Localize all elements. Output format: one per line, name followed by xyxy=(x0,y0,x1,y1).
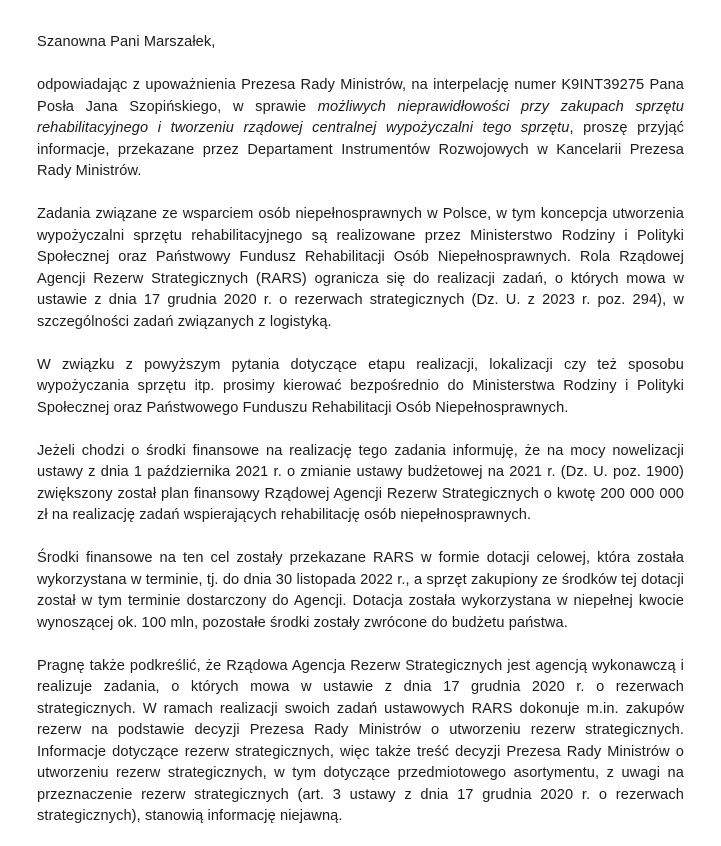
paragraph-redirect-questions: W związku z powyższym pytania dotyczące etapu realizacji, lokalizacji czy też sposobu wypożyczania sprzętu itp. prosimy kierować bezpośrednio do Ministerstwa Rodziny i Polityki Społecznej oraz Państwowego Funduszu Rehabilitacji Osób Niepełnosprawnych. xyxy=(37,356,684,416)
paragraph-response-intro xyxy=(37,75,684,183)
paragraph-tasks-support: Zadania związane ze wsparciem osób niepełnosprawnych w Polsce, w tym koncepcja utworzenia wypożyczalni sprzętu rehabilitacyjnego są realizowane przez Ministerstwo Rodziny i Polityki Społecznej oraz Państwowy Fundusz Rehabilitacji Osób Niepełnosprawnych. Rola Rządowej Agencji Rezerw Strategicznych (RARS) ogranicza się do realizacji zadań, o których mowa w ustawie z dnia 17 grudnia 2020 r. o rezerwach strategicznych (Dz. U. z 2023 r. poz. 294), w szczególności zadań związanych z logistyką. xyxy=(37,206,684,330)
salutation: Szanowna Pani Marszałek, xyxy=(37,34,216,50)
paragraph-text: , proszę przyjąć informacje, przekazane przez Departament Instrumentów Rozwojowych w Kancelarii Prezesa Rady Ministrów. xyxy=(37,120,684,179)
paragraph-subsidy-usage: Środki finansowe na ten cel zostały przekazane RARS w formie dotacji celowej, która została wykorzystana w terminie, tj. do dnia 30 listopada 2022 r., a sprzęt zakupiony ze środków tej dotacji został w tym terminie dostarczony do Agencji. Dotacja została wykorzystana w niepełnej kwocie wynoszącej ok. 100 mln, pozostałe środki zostały zwrócone do budżetu państwa. xyxy=(37,550,684,631)
paragraph-text-italic-subject: możliwych nieprawidłowości przy zakupach sprzętu rehabilitacyjnego i tworzeniu rządowej centralnej wypożyczalni tego sprzętu xyxy=(37,98,684,136)
paragraph-text: odpowiadając z upoważnienia Prezesa Rady Ministrów, na interpelację numer K9INT39275 Pana Posła Jana Szopińskiego, w sprawie xyxy=(37,77,684,115)
paragraph-classified-info: Pragnę także podkreślić, że Rządowa Agencja Rezerw Strategicznych jest agencją wykonawczą i realizuje zadania, o których mowa w ustawie z dnia 17 grudnia 2020 r. o rezerwach strategicznych. W ramach realizacji swoich zadań ustawowych RARS dokonuje m.in. zakupów rezerw na podstawie decyzji Prezesa Rady Ministrów o utworzeniu rezerw strategicznych. Informacje dotyczące rezerw strategicznych, więc także treść decyzji Prezesa Rady Ministrów o utworzeniu rezerw strategicznych, w tym dotyczące przedmiotowego asortymentu, z uwagi na przeznaczenie rezerw strategicznych (art. 3 ustawy z dnia 17 grudnia 2020 r. o rezerwach strategicznych), stanowią informację niejawną. xyxy=(37,657,684,824)
paragraph-financial-means: Jeżeli chodzi o środki finansowe na realizację tego zadania informuję, że na mocy nowelizacji ustawy z dnia 1 października 2021 r. o zmianie ustawy budżetowej na 2021 r. (Dz. U. poz. 1900) zwiększony został plan finansowy Rządowej Agencji Rezerw Strategicznych o kwotę 200 000 000 zł na realizację zadań wspierających rehabilitację osób niepełnosprawnych. xyxy=(37,442,684,523)
